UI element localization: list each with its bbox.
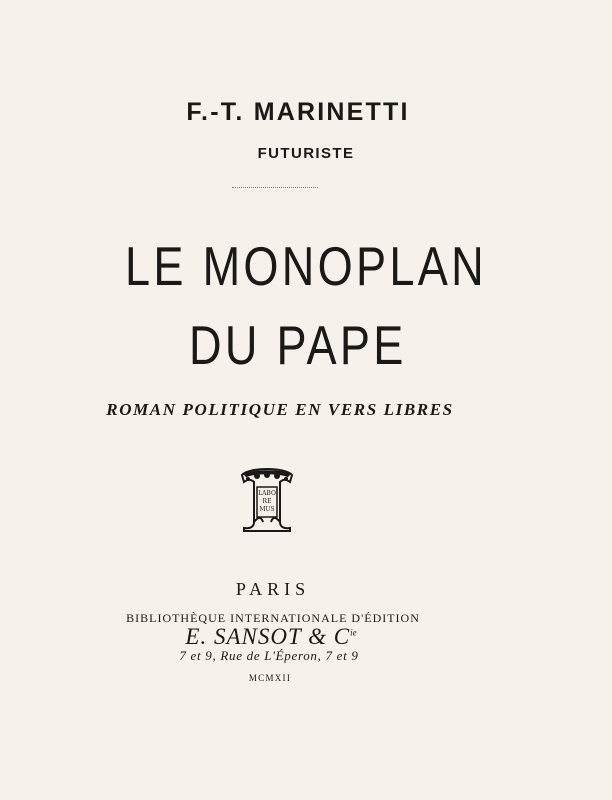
emblem-text-line-2: RE: [262, 498, 272, 505]
author-name: F.-T. MARINETTI: [186, 98, 410, 126]
book-title-line-1: LE MONOPLAN: [125, 235, 487, 297]
printer-name-superscript: ie: [350, 627, 357, 638]
emblem-text-line-3: MUS: [259, 506, 275, 513]
dotted-divider: [232, 187, 318, 188]
printer-name: [0, 624, 577, 650]
publication-year: MCMXII: [248, 673, 292, 683]
publisher-address: 7 et 9, Rue de L'Éperon, 7 et 9: [179, 648, 359, 663]
printer-name-main: E. SANSOT & C: [185, 624, 351, 649]
emblem-text-line-1: LABO: [258, 490, 276, 497]
publication-city: PARIS: [235, 579, 311, 599]
author-movement: FUTURISTE: [257, 145, 355, 162]
publisher-name: BIBLIOTHÈQUE INTERNATIONALE D'ÉDITION: [126, 611, 420, 625]
book-subtitle: ROMAN POLITIQUE EN VERS LIBRES: [106, 400, 454, 419]
book-title-line-2: DU PAPE: [188, 314, 407, 376]
publisher-emblem-icon: [235, 467, 299, 533]
